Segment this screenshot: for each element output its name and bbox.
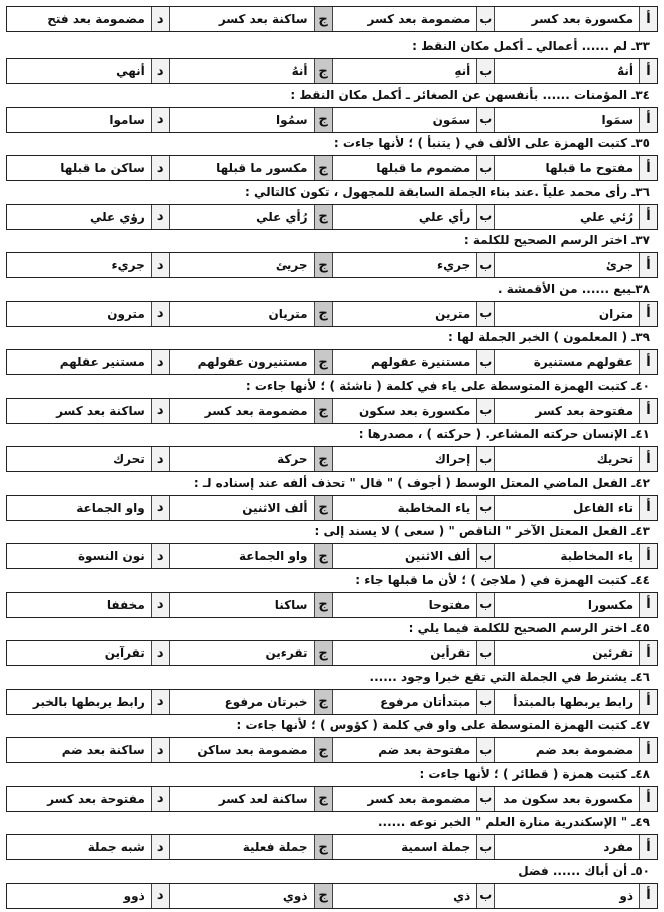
option-text[interactable]: جريء [111, 258, 145, 272]
option-text[interactable]: تحرك [113, 452, 145, 466]
option-text[interactable]: مفرد [494, 835, 639, 859]
option-text[interactable]: واو الجماعة [76, 500, 145, 515]
option-text[interactable]: أنهٌ [494, 59, 639, 83]
options-row [6, 6, 658, 32]
options-row [6, 58, 658, 84]
option-text[interactable]: مضمومة بعد كسر [169, 399, 314, 423]
option-letter: ج [314, 156, 332, 180]
question-text: ٣٧ـ اختر الرسم الصحيح للكلمة : [463, 233, 650, 247]
option-text[interactable]: ساكنة لعد كسر [169, 787, 314, 811]
question-text: ٣٥ـ كتبت الهمزة على الألف في ( يتنبأ ) ؛ لأنها جاءت : [333, 136, 650, 150]
option-text[interactable]: جرئ [494, 253, 639, 277]
option-letter: ب [476, 641, 494, 665]
option-letter: د [151, 738, 169, 762]
option-text[interactable]: سمَون [332, 108, 477, 132]
option-text[interactable]: ذوي [169, 884, 314, 908]
options-row [6, 737, 658, 763]
option-letter: ج [314, 350, 332, 374]
option-letter: أ [639, 447, 657, 471]
question-text: ٣٦ـ رأى محمد علياً .عند بناء الجملة السابقة للمجهول ، تكون كالتالي : [245, 184, 650, 199]
option-letter: د [151, 350, 169, 374]
option-letter: ب [476, 350, 494, 374]
option-letter: ج [314, 884, 332, 908]
option-text[interactable]: جملة اسمية [332, 835, 477, 859]
question-text: ٤٠ـ كتبت الهمزة المتوسطة على ياء في كلمة ( ناشئة ) ؛ لأنها جاءت : [245, 378, 650, 393]
option-text[interactable]: تقرآين [104, 646, 145, 660]
option-text[interactable]: مضمومة بعد ضم [494, 738, 639, 762]
option-letter: د [151, 544, 169, 568]
option-letter: ج [314, 738, 332, 762]
option-letter: أ [639, 253, 657, 277]
question-text: ٣٩ـ ( المعلمون ) الخبر الجملة لها : [448, 330, 650, 344]
option-text[interactable]: متريان [169, 302, 314, 326]
option-text[interactable]: مستنير عقلهم [59, 355, 145, 369]
options-row [6, 689, 658, 715]
option-letter: ج [314, 108, 332, 132]
option-letter: ج [314, 690, 332, 714]
option-text[interactable]: رابط يربطها بالمبتدأ [494, 690, 639, 714]
options-row [6, 834, 658, 860]
option-text[interactable]: ساكنا [169, 593, 314, 617]
option-text[interactable]: تقرءين [169, 641, 314, 665]
option-text[interactable]: ساكنة بعد كسر [169, 7, 314, 31]
question-text: ٤٤ـ كتبت الهمزة في ( ملاجئ ) ؛ لأن ما قبلها جاء : [355, 572, 650, 587]
option-letter: ب [476, 787, 494, 811]
option-text[interactable]: مبتدأتان مرفوع [332, 690, 477, 714]
option-letter: أ [639, 350, 657, 374]
option-letter: ب [476, 156, 494, 180]
option-letter: ج [314, 59, 332, 83]
option-letter: أ [639, 302, 657, 326]
options-row [6, 543, 658, 569]
option-text[interactable]: ذوو [123, 888, 145, 903]
option-text[interactable]: جريئ [169, 253, 314, 277]
option-text[interactable]: جريء [332, 253, 477, 277]
option-letter: د [151, 641, 169, 665]
option-letter: د [151, 835, 169, 859]
question-text: ٣٨ـيبع ...... من الأقمشة . [497, 281, 650, 296]
options-row [6, 592, 658, 618]
option-text[interactable]: تاء الفاعل [494, 496, 639, 520]
option-text[interactable]: رُأي علي [169, 205, 314, 229]
option-text[interactable]: مكسور ما قبلها [169, 156, 314, 180]
option-text[interactable]: سمَوا [494, 108, 639, 132]
options-row [6, 107, 658, 133]
option-letter: ب [476, 544, 494, 568]
option-letter: د [151, 7, 169, 31]
option-text[interactable]: مضمومة بعد كسر [332, 7, 477, 31]
option-letter: أ [639, 399, 657, 423]
option-letter: د [151, 690, 169, 714]
option-letter: د [151, 593, 169, 617]
option-letter: ج [314, 447, 332, 471]
option-text[interactable]: ألف الاثنين [332, 544, 477, 568]
question-text: ٤٧ـ كتبت الهمزة المتوسطة على واو في كلمة ( كؤوس ) ؛ لأنها جاءت : [236, 718, 650, 732]
option-letter: د [151, 399, 169, 423]
option-text[interactable]: ساكن ما قبلها [60, 161, 145, 175]
option-text[interactable]: مترون [107, 306, 145, 321]
option-letter: د [151, 884, 169, 908]
option-letter: د [151, 59, 169, 83]
option-text[interactable]: مضمومة بعد كسر [332, 787, 477, 811]
option-text[interactable]: مفتوحا [332, 593, 477, 617]
options-row [6, 495, 658, 521]
option-letter: ج [314, 835, 332, 859]
options-row [6, 204, 658, 230]
option-text[interactable]: مفتوحة بعد كسر [494, 399, 639, 423]
option-letter: د [151, 253, 169, 277]
option-text[interactable]: حركة [169, 447, 314, 471]
question-text: ٤٢ـ الفعل الماضي المعتل الوسط ( أجوف ) " قال " تحذف ألفه عند إسناده لـ : [193, 475, 650, 490]
option-letter: أ [639, 787, 657, 811]
options-row [6, 155, 658, 181]
option-letter: ب [476, 884, 494, 908]
option-text[interactable]: رُئي علي [494, 205, 639, 229]
option-text[interactable]: تقرأين [332, 641, 477, 665]
options-row [6, 446, 658, 472]
option-letter: أ [639, 835, 657, 859]
option-letter: أ [639, 496, 657, 520]
option-letter: ج [314, 787, 332, 811]
option-letter: د [151, 302, 169, 326]
option-text[interactable]: مكسورة بعد سكون [332, 399, 477, 423]
option-text[interactable]: ألف الاثنين [169, 496, 314, 520]
option-text[interactable]: ساموا [109, 112, 145, 127]
option-letter: ج [314, 544, 332, 568]
option-text[interactable]: متران [494, 302, 639, 326]
option-letter: ج [314, 7, 332, 31]
option-text[interactable]: نون النسوة [77, 549, 145, 563]
option-letter: د [151, 108, 169, 132]
option-letter: د [151, 787, 169, 811]
option-letter: أ [639, 7, 657, 31]
options-row [6, 301, 658, 327]
option-text[interactable]: مكسورة بعد سكون مد [494, 787, 639, 811]
option-letter: د [151, 156, 169, 180]
option-letter: ب [476, 7, 494, 31]
option-text[interactable]: مضموم ما قبلها [332, 156, 477, 180]
option-text[interactable]: أنهي [116, 64, 145, 78]
question-text: ٤١ـ الإنسان حركته المشاعر. ( حركته ) ، مصدرها : [358, 427, 650, 441]
option-text[interactable]: مضمومة بعد فتح [47, 12, 145, 26]
option-letter: ج [314, 253, 332, 277]
option-text[interactable]: عقولهم مستنيرة [494, 350, 639, 374]
option-text[interactable]: شبه جملة [87, 840, 145, 854]
option-letter: ب [476, 59, 494, 83]
option-text[interactable]: ذو [494, 884, 639, 908]
option-letter: ب [476, 108, 494, 132]
option-letter: ب [476, 835, 494, 859]
option-letter: ج [314, 205, 332, 229]
option-text[interactable]: رأي علي [332, 205, 477, 229]
options-row [6, 349, 658, 375]
question-text: ٥٠ـ أن أباك ...... فضل [518, 863, 650, 878]
option-letter: أ [639, 59, 657, 83]
option-letter: ج [314, 302, 332, 326]
option-text[interactable]: مستنيرون عقولهم [169, 350, 314, 374]
option-text[interactable]: أنهُ [169, 59, 314, 83]
question-text: ٣٤ـ المؤمنات ...... بأنفسهن عن الصغائر ـ أكمل مكان النقط : [290, 87, 650, 102]
option-letter: أ [639, 205, 657, 229]
options-row [6, 786, 658, 812]
option-text[interactable]: تحريك [494, 447, 639, 471]
option-letter: د [151, 447, 169, 471]
option-letter: ج [314, 641, 332, 665]
option-text[interactable]: خبرتان مرفوع [169, 690, 314, 714]
option-letter: ج [314, 593, 332, 617]
option-letter: أ [639, 108, 657, 132]
option-letter: أ [639, 156, 657, 180]
options-row [6, 398, 658, 424]
option-text[interactable]: رابط يربطها بالخبر [32, 694, 145, 709]
options-row [6, 640, 658, 666]
option-text[interactable]: أنهِ [332, 59, 477, 83]
option-letter: ب [476, 205, 494, 229]
option-text[interactable]: ساكنة بعد كسر [56, 403, 145, 418]
option-text[interactable]: مكسورا [494, 593, 639, 617]
option-text[interactable]: ياء المخاطبة [332, 496, 477, 520]
question-text: ٤٣ـ الفعل المعتل الآخر " الناقص " ( سعى ) لا يسند إلى : [314, 524, 650, 538]
option-letter: ب [476, 253, 494, 277]
question-text: ٤٩ـ " الإسكندرية منارة العلم " الخبر نوعه ...... [377, 815, 650, 829]
option-text[interactable]: مخففا [106, 597, 145, 612]
option-text[interactable]: ذي [332, 884, 477, 908]
option-text[interactable]: مستنيرة عقولهم [332, 350, 477, 374]
option-letter: ب [476, 593, 494, 617]
option-text[interactable]: رؤي علي [89, 209, 145, 224]
option-letter: ب [476, 690, 494, 714]
question-text: ٣٣ـ لم ...... أعمالي ـ أكمل مكان النقط : [412, 39, 650, 53]
option-text[interactable]: مفتوح ما قبلها [494, 156, 639, 180]
option-text[interactable]: سمُوا [169, 108, 314, 132]
options-row [6, 252, 658, 278]
option-letter: ب [476, 447, 494, 471]
option-letter: ج [314, 496, 332, 520]
option-letter: أ [639, 593, 657, 617]
question-text: ٤٨ـ كتبت همزة ( قطائر ) ؛ لأنها جاءت : [419, 766, 650, 781]
question-text: ٤٦ـ يشترط في الجملة التي تقع خبرا وجود ...... [369, 669, 650, 684]
option-letter: ج [314, 399, 332, 423]
option-letter: أ [639, 738, 657, 762]
option-text[interactable]: ياء المخاطبة [494, 544, 639, 568]
option-letter: أ [639, 641, 657, 665]
option-letter: ب [476, 399, 494, 423]
option-letter: ب [476, 302, 494, 326]
option-letter: ب [476, 738, 494, 762]
option-text[interactable]: واو الجماعة [169, 544, 314, 568]
option-text[interactable]: إحراك [332, 447, 477, 471]
option-letter: ب [476, 496, 494, 520]
question-text: ٤٥ـ اختر الرسم الصحيح للكلمة فيما يلي : [408, 621, 650, 635]
option-text[interactable]: مضمومة بعد ساكن [169, 738, 314, 762]
option-text[interactable]: ساكنة بعد ضم [61, 743, 145, 757]
option-letter: د [151, 496, 169, 520]
options-row [6, 883, 658, 909]
option-text[interactable]: جملة فعلية [169, 835, 314, 859]
option-text[interactable]: مكسورة بعد كسر [494, 7, 639, 31]
option-text[interactable]: مترين [332, 302, 477, 326]
option-letter: أ [639, 884, 657, 908]
option-text[interactable]: مفتوحة بعد كسر [47, 791, 145, 806]
option-letter: أ [639, 690, 657, 714]
option-letter: أ [639, 544, 657, 568]
option-text[interactable]: تقرئين [494, 641, 639, 665]
option-text[interactable]: مفتوحة بعد ضم [332, 738, 477, 762]
option-letter: د [151, 205, 169, 229]
